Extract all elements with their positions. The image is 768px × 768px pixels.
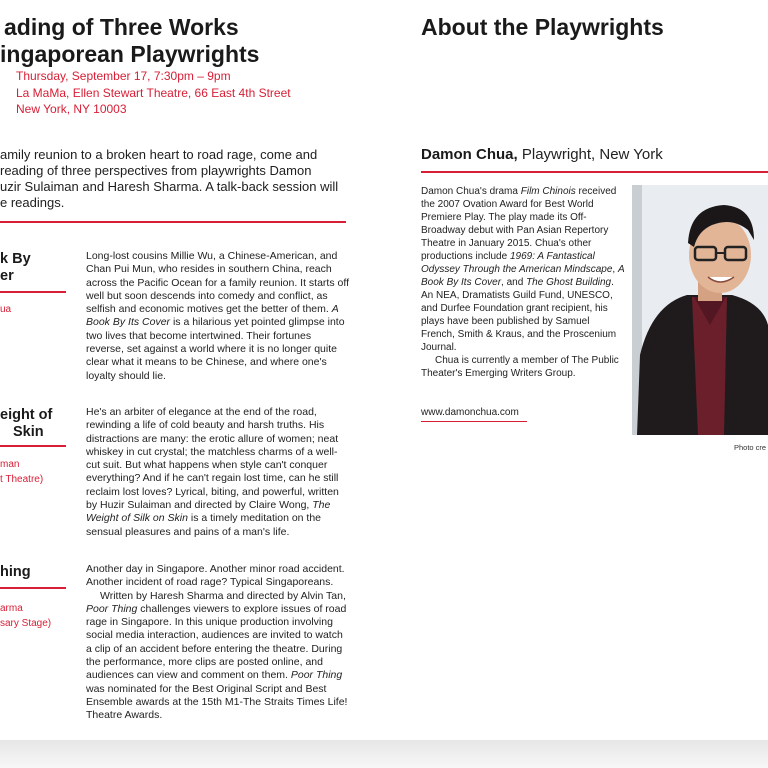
playwright-name: Damon Chua, — [421, 146, 518, 163]
play-title-1 — [0, 251, 31, 284]
play-title-line: er — [0, 267, 14, 284]
bio-italic: 1969: A Fantastical Odyssey Through the American Mindscape — [421, 251, 613, 275]
desc-text: Another day in Singapore. Another minor road accident. Another incident of road rage? Typical Singaporeans. — [86, 563, 345, 589]
about-divider — [421, 171, 768, 173]
intro-paragraph — [0, 147, 338, 211]
desc-text: challenges viewers to explore issues of road rage in Singapore. In this unique production involving social media interaction, audiences are invited to watch a clip of an accident before entering the theatre. During the performance, more clips are posted online, and audiences can view and comment on them. — [86, 602, 347, 682]
play-title-line: eight of — [0, 407, 53, 423]
desc-italic: A Book By Its Cover — [86, 303, 339, 329]
play-title-3 — [0, 564, 31, 581]
bio-italic: Film Chinois — [520, 186, 576, 197]
bio-text: Damon Chua's drama — [421, 186, 521, 197]
playwright-bio — [421, 185, 626, 380]
playwright-photo — [632, 185, 768, 435]
intro-line: e readings. — [0, 195, 65, 210]
play-divider — [0, 587, 66, 589]
play-title-line: k By — [0, 251, 31, 267]
intro-line: reading of three perspectives from playwrights Damon — [0, 163, 312, 178]
credit-line: arma — [0, 603, 23, 614]
playwright-website-link[interactable]: www.damonchua.com — [421, 407, 519, 418]
section-divider — [0, 221, 346, 223]
credit-line: t Theatre) — [0, 474, 44, 485]
play-divider — [0, 291, 66, 293]
desc-italic: The Weight of Silk on Skin — [86, 499, 331, 525]
play-credit-3 — [0, 601, 51, 631]
desc-italic: Poor Thing — [86, 602, 138, 615]
desc-text: is a hilarious yet pointed glimpse into two lives that become intertwined. Their fortunes reverse, set against a world where it is no longer quite clear what it means to be Chinese, and where one's loyalty should lie. — [86, 316, 345, 382]
bio-text: . An NEA, Dramatists Guild Fund, UNESCO, and Durfee Foundation grant recipient, his plays have been published by Samuel French, Smith & Kraus, and the Proscenium Journal. — [421, 277, 617, 353]
play-divider — [0, 445, 66, 447]
play-title-line: Skin — [13, 423, 44, 440]
credit-line: sary Stage) — [0, 618, 52, 629]
desc-italic: Poor Thing — [290, 669, 343, 682]
intro-line: uzir Sulaiman and Haresh Sharma. A talk-back session will — [0, 179, 339, 194]
intro-line: amily reunion to a broken heart to road rage, come and — [0, 147, 318, 162]
bio-text: , and — [501, 277, 527, 288]
play-title-2 — [0, 407, 52, 440]
link-underline — [421, 421, 527, 422]
bio-italic: The Ghost Building — [526, 277, 612, 288]
playwright-heading — [421, 146, 663, 164]
desc-text: is a timely meditation on the sensual pleasures and pains of a man's life. — [86, 512, 322, 538]
bio-text: , — [612, 264, 618, 275]
desc-text: Long-lost cousins Millie Wu, a Chinese-American, and Chan Pui Mun, who resides in southern China, reach across the Pacific Ocean for a family reunion. It starts off well but soon descends into comedy and conflict, as selfish and economic motives get the better of them. — [86, 250, 350, 316]
credit-line: ua — [0, 304, 12, 315]
event-date: Thursday, September 17, 7:30pm – 9pm — [16, 69, 231, 83]
desc-text: He's an arbiter of elegance at the end of the road, rewinding a life of cold beauty and harsh truths. His distractions are many: the erotic allure of women; neat whiskey in cut crystal; the matchless charms of a well-cut suit. But what happens when style can't conquer everything? And if he can't regain lost time, can he still reclaim lost loves? Lyrical, biting, and powerful, written by Huzir Sulaiman and directed by Claire Wong, — [86, 406, 339, 512]
event-city: New York, NY 10003 — [16, 102, 127, 116]
event-title-line2: ingaporean Playwrights — [0, 41, 260, 67]
desc-text: was nominated for the Best Original Script and Best Ensemble awards at the 15th M1-The Straits Times Life! Theatre Awards. — [86, 682, 348, 722]
play-description-1 — [86, 250, 351, 383]
event-venue: La MaMa, Ellen Stewart Theatre, 66 East 4th Street — [16, 85, 291, 100]
bio-text: received the 2007 Ovation Award for Best World Premiere Play. The play made its Off-Broadway debut with Pan Asian Repertory Theatre in January 2015. Chua's other productions include — [421, 186, 617, 262]
about-heading: About the Playwrights — [421, 14, 664, 40]
credit-line: man — [0, 459, 20, 470]
photo-credit: Photo cre — [734, 443, 767, 452]
play-description-2 — [86, 406, 351, 539]
play-title-line: hing — [0, 564, 31, 580]
play-credit-1 — [0, 302, 11, 317]
page-bottom-shadow — [0, 740, 768, 768]
desc-text: Written by Haresh Sharma and directed by Alvin Tan, — [100, 589, 346, 602]
play-description-3 — [86, 563, 351, 723]
playwright-role: Playwright, New York — [517, 146, 663, 163]
play-credit-2 — [0, 457, 43, 487]
event-details — [16, 68, 291, 118]
bio-text: Chua is currently a member of The Public Theater's Emerging Writers Group. — [421, 355, 619, 379]
event-title-line1: ading of Three Works — [4, 14, 239, 40]
portrait-illustration — [632, 185, 768, 435]
bio-italic: A Book By Its Cover — [421, 264, 625, 288]
